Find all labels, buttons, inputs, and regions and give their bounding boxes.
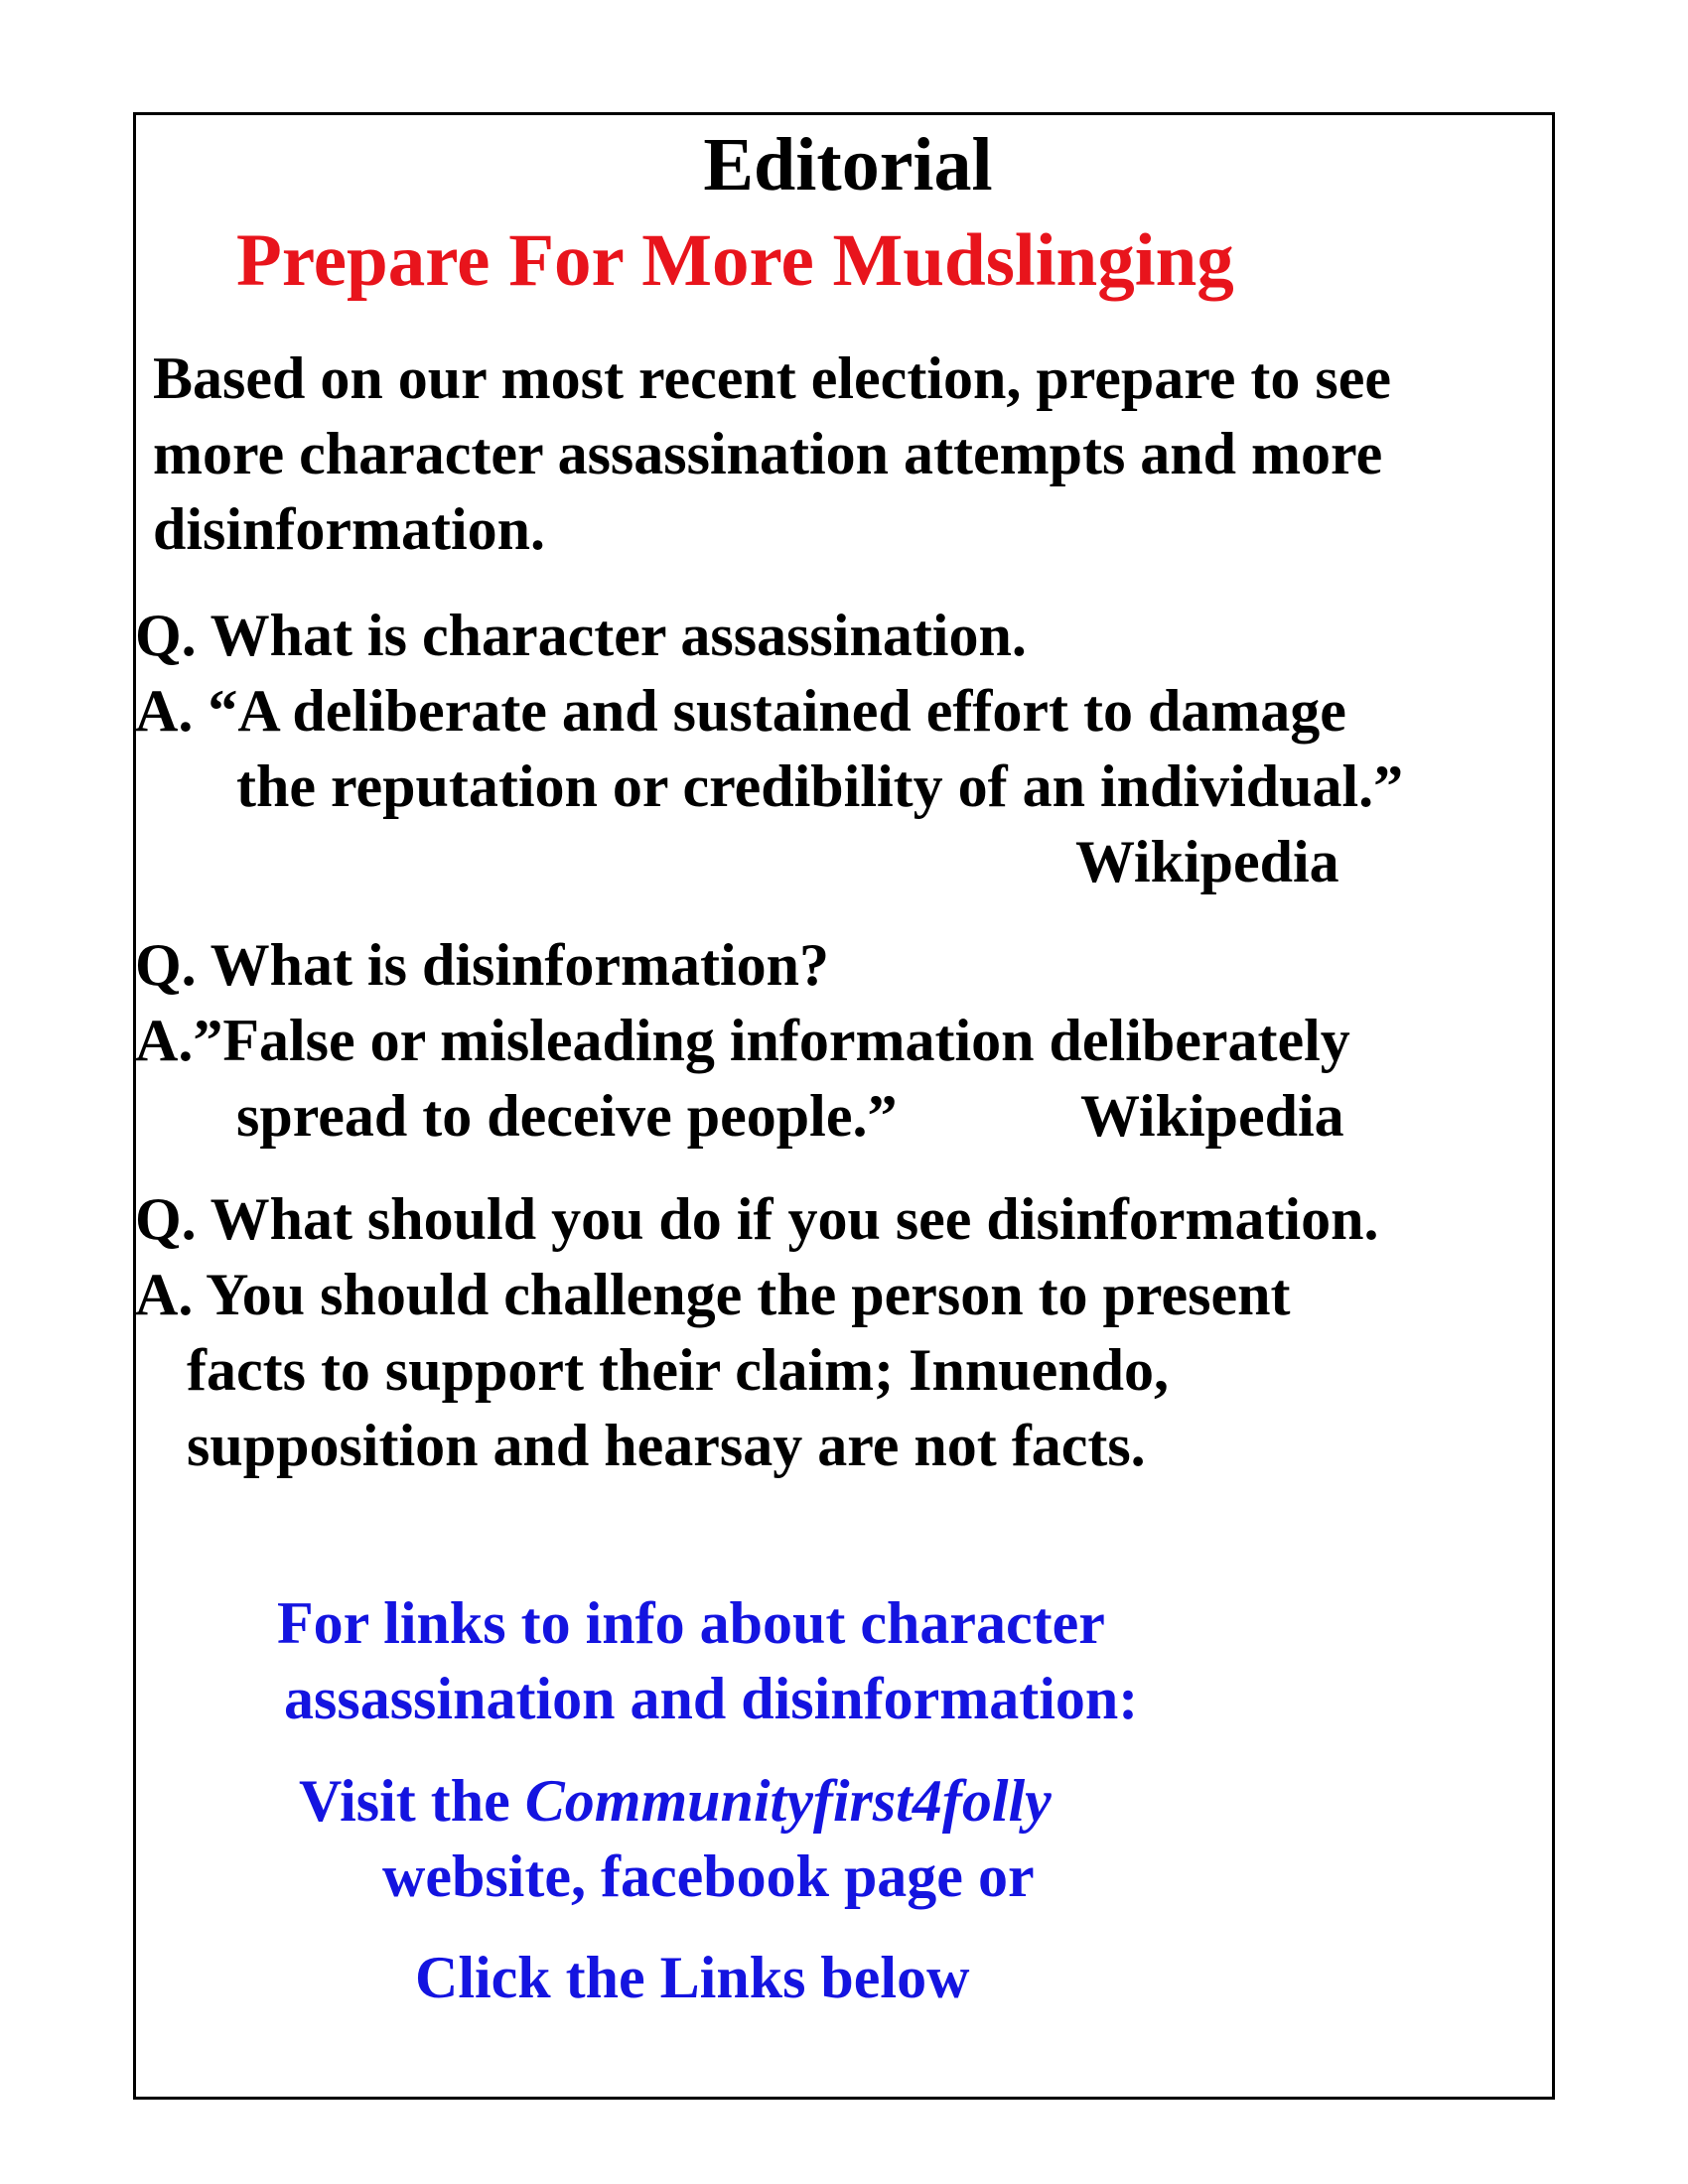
intro-line-1: Based on our most recent election, prepare to see: [153, 345, 1392, 411]
visit-line-2: website, facebook page or: [382, 1843, 1035, 1909]
links-info-line-2: assassination and disinformation:: [284, 1666, 1139, 1731]
links-info-line-1: For links to info about character: [277, 1590, 1105, 1656]
question-3: Q. What should you do if you see disinformation.: [135, 1186, 1379, 1252]
intro-line-3: disinformation.: [153, 496, 546, 562]
intro-line-2: more character assassination attempts and more: [153, 421, 1383, 486]
answer-1-line-2: the reputation or credibility of an individual.”: [236, 753, 1404, 819]
source-2: Wikipedia: [1080, 1083, 1344, 1149]
answer-2-line-1: A.”False or misleading information deliberately: [135, 1008, 1350, 1073]
answer-3-line-1: A. You should challenge the person to present: [135, 1262, 1291, 1327]
visit-line: [299, 1768, 1052, 1834]
click-links-line[interactable]: Click the Links below: [415, 1945, 970, 2010]
site-name-link[interactable]: Communityfirst4folly: [524, 1768, 1052, 1834]
headline: Prepare For More Mudslinging: [236, 219, 1234, 302]
answer-3-line-3: supposition and hearsay are not facts.: [187, 1413, 1146, 1478]
answer-2-line-2: spread to deceive people.”: [236, 1083, 898, 1149]
visit-prefix: Visit the: [299, 1768, 525, 1834]
answer-1-line-1: A. “A deliberate and sustained effort to damage: [135, 678, 1346, 744]
source-1: Wikipedia: [1075, 829, 1339, 894]
page-title: Editorial: [703, 123, 993, 206]
answer-3-line-2: facts to support their claim; Innuendo,: [187, 1337, 1169, 1403]
question-2: Q. What is disinformation?: [135, 932, 829, 998]
question-1: Q. What is character assassination.: [135, 603, 1027, 668]
